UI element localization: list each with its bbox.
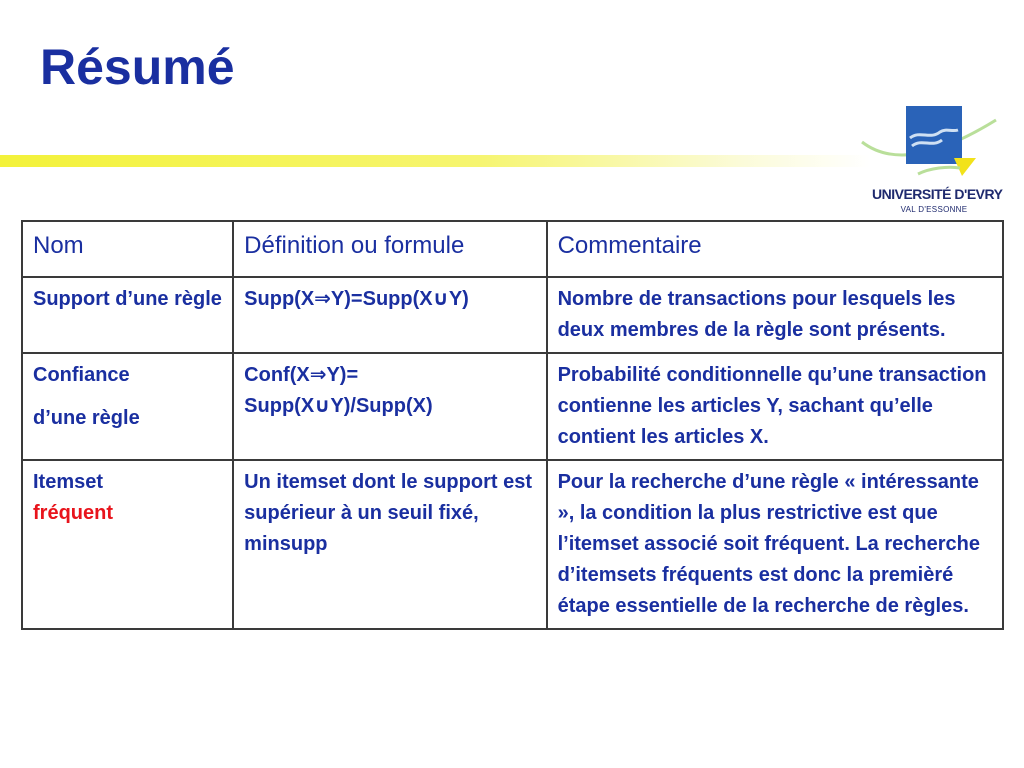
header-comment: Commentaire	[547, 221, 1003, 277]
row-comment: Probabilité conditionnelle qu’une transaction contienne les articles Y, sachant qu’elle contient les articles X.	[547, 353, 1003, 460]
row-name-cell	[22, 460, 233, 629]
logo-university-subtitle: VAL D'ESSONNE	[900, 205, 968, 214]
table-header-row	[22, 221, 1003, 277]
header-definition: Définition ou formule	[233, 221, 546, 277]
row-definition: Un itemset dont le support est supérieur à un seuil fixé, minsupp	[233, 460, 546, 629]
row-name-cell	[22, 353, 233, 460]
table-row	[22, 460, 1003, 629]
row-name: Confiance	[33, 364, 130, 386]
slide-title: Résumé	[40, 39, 235, 95]
summary-table	[21, 220, 1004, 630]
row-comment: Pour la recherche d’une règle « intéressante », la condition la plus restrictive est que l’itemset associé soit fréquent. La recherche d’itemsets fréquents est donc la premièré étape essentielle de la recherche de règles.	[547, 460, 1003, 629]
row-name-continued: d’une règle	[33, 407, 140, 429]
row-name-highlight: fréquent	[33, 502, 113, 524]
row-name: Support d’une règle	[33, 288, 222, 310]
logo-university-name: UNIVERSITÉ D'EVRY	[872, 186, 1003, 202]
row-name: Itemset	[33, 471, 104, 493]
header-name: Nom	[22, 221, 233, 277]
row-name-cell	[22, 277, 233, 353]
row-comment: Nombre de transactions pour lesquels les deux membres de la règle sont présents.	[547, 277, 1003, 353]
row-definition: Supp(X⇒Y)=Supp(X∪Y)	[233, 277, 546, 353]
row-definition: Conf(X⇒Y)= Supp(X∪Y)/Supp(X)	[233, 353, 546, 460]
table-row	[22, 353, 1003, 460]
table-row	[22, 277, 1003, 353]
yellow-divider-line	[0, 155, 870, 167]
